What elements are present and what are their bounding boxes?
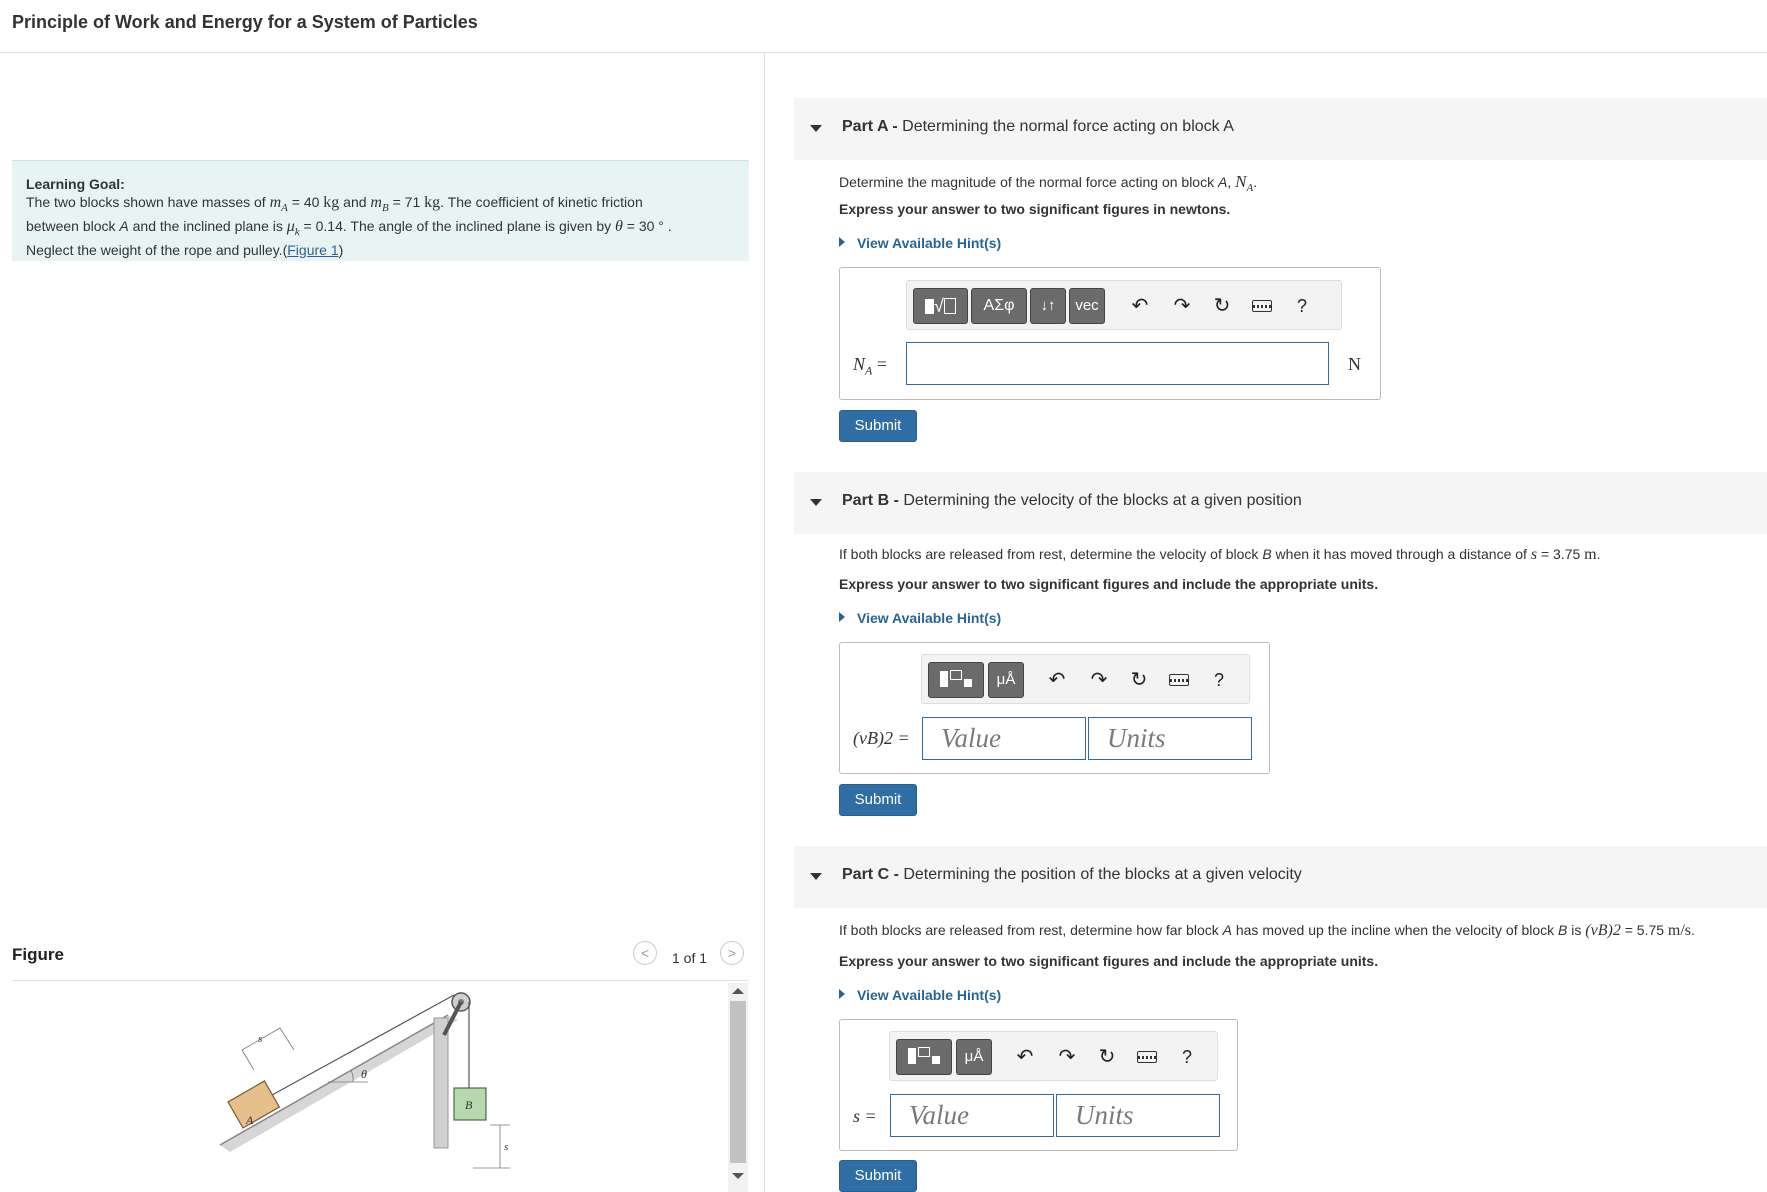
part-b-header[interactable] [794, 472, 1767, 534]
part-b-answer-box [839, 642, 1270, 774]
part-c-variable-label: s = [853, 1106, 877, 1126]
part-a-header[interactable] [794, 98, 1767, 160]
subscript-button[interactable]: ↓↑ [1030, 288, 1066, 324]
part-c-submit-button[interactable]: Submit [839, 1160, 917, 1192]
part-a-math-toolbar [906, 280, 1342, 330]
part-a-title: Part A - Determining the normal force acting on block A [842, 118, 1234, 135]
unit-kg-2: kg [424, 194, 441, 211]
lg-text-7: Neglect the weight of the rope and pulley. [26, 241, 283, 258]
part-c-units-input[interactable]: Units [1056, 1094, 1220, 1137]
greek-symbols-button[interactable]: ΑΣφ [971, 288, 1027, 324]
learning-goal-line-2 [26, 217, 735, 241]
templates-button[interactable] [896, 1039, 952, 1075]
figure-diagram [218, 990, 518, 1175]
part-a-submit-button[interactable]: Submit [839, 410, 917, 442]
part-a-instruction: Determine the magnitude of the normal force acting on block A, $N_A$. [839, 172, 1258, 194]
block-b-label: B [465, 1098, 473, 1112]
part-a-answer-input[interactable] [906, 342, 1329, 385]
figure-pager-text: 1 of 1 [672, 950, 708, 966]
collapse-triangle-icon[interactable] [810, 125, 822, 132]
hint-triangle-icon [839, 612, 845, 622]
panel-divider [764, 53, 765, 1192]
block-a-ref: A [119, 217, 129, 234]
templates-button[interactable]: √ [913, 288, 968, 324]
mass-a-value: = 40 [287, 194, 324, 210]
part-b-submit-button[interactable]: Submit [839, 784, 917, 816]
lg-text: The two blocks shown have masses of [26, 194, 270, 210]
part-b-units-input[interactable]: Units [1088, 717, 1252, 760]
redo-icon[interactable]: ↷ [1090, 669, 1108, 691]
part-a-answer-box [839, 267, 1381, 400]
part-a-unit-label: N [1348, 354, 1361, 374]
incline-surface [220, 1015, 458, 1152]
figure-scrollbar[interactable] [728, 983, 748, 1192]
redo-icon[interactable]: ↷ [1058, 1046, 1076, 1068]
undo-icon[interactable]: ↶ [1016, 1046, 1034, 1068]
lg-text-3: between block [26, 217, 120, 234]
reset-icon[interactable]: ↻ [1213, 295, 1231, 317]
unit-kg: kg [323, 194, 340, 211]
units-button[interactable]: μÅ [956, 1039, 992, 1075]
figure-link[interactable]: Figure 1 [287, 241, 339, 258]
hint-triangle-icon [839, 989, 845, 999]
figure-prev-button[interactable]: < [633, 941, 657, 965]
help-button[interactable]: ? [1296, 296, 1307, 316]
figure-next-button[interactable]: > [720, 941, 744, 965]
redo-icon[interactable]: ↷ [1173, 295, 1191, 317]
learning-goal-line-1 [26, 193, 735, 217]
reset-icon[interactable]: ↻ [1130, 669, 1148, 691]
part-c-instruction: If both blocks are released from rest, determine how far block A has moved up the incline when the velocity of block B is (vB)2 = 5.75 m/s. [839, 922, 1695, 939]
theta-value: = 30 ° [622, 217, 664, 234]
mu-sub: k [294, 225, 300, 238]
keyboard-icon[interactable] [1249, 293, 1275, 319]
part-b-value-input[interactable]: Value [922, 717, 1086, 760]
rope-incline [263, 995, 454, 1100]
part-b-title: Part B - Determining the velocity of the blocks at a given position [842, 492, 1302, 509]
part-c-title: Part C - Determining the position of the blocks at a given velocity [842, 866, 1302, 883]
mass-a-symbol: m [269, 194, 282, 211]
mu-symbol: μ [286, 217, 295, 235]
part-a-express: Express your answer to two significant figures in newtons. [839, 201, 1231, 217]
scroll-down-arrow-icon[interactable] [732, 1173, 744, 1179]
lg-and: and [339, 194, 371, 210]
part-c-hint-link[interactable]: View Available Hint(s) [839, 987, 1001, 1003]
theta-symbol: θ [615, 217, 623, 235]
lg-text-2: . The coefficient of kinetic friction [440, 194, 643, 210]
lg-text-6: . [663, 217, 672, 234]
learning-goal-panel [12, 160, 749, 261]
part-b-hint-link[interactable]: View Available Hint(s) [839, 610, 1001, 626]
s-incline-label: s [258, 1033, 263, 1045]
mass-a-sub: A [281, 201, 288, 214]
mass-b-symbol: m [370, 194, 382, 211]
page-header [0, 0, 1767, 53]
collapse-triangle-icon[interactable] [810, 873, 822, 880]
keyboard-icon[interactable] [1166, 667, 1192, 693]
page-title: Principle of Work and Energy for a System of Particles [12, 12, 478, 32]
pulley-post [434, 1018, 448, 1148]
hint-triangle-icon [839, 237, 845, 247]
vector-button[interactable]: vec [1069, 288, 1105, 324]
theta-label: θ [361, 1067, 367, 1081]
scroll-up-arrow-icon[interactable] [732, 988, 744, 994]
units-button[interactable]: μÅ [988, 662, 1024, 698]
part-c-header[interactable] [794, 846, 1767, 908]
mu-value: = 0.14 [299, 217, 343, 234]
part-c-express: Express your answer to two significant figures and include the appropriate units. [839, 953, 1379, 969]
part-b-instruction: If both blocks are released from rest, determine the velocity of block B when it has moved through a distance of s = 3.75 m. [839, 546, 1601, 563]
part-b-variable-label: (vB)2 = [853, 728, 910, 748]
part-b-express: Express your answer to two significant figures and include the appropriate units. [839, 576, 1379, 592]
help-button[interactable]: ? [1213, 670, 1224, 690]
mass-b-sub: B [381, 201, 389, 214]
s-vertical-label: s [504, 1141, 509, 1153]
undo-icon[interactable]: ↶ [1131, 295, 1149, 317]
undo-icon[interactable]: ↶ [1048, 669, 1066, 691]
figure-title: Figure [12, 945, 64, 964]
mass-b-value: = 71 [388, 194, 425, 210]
learning-goal-title: Learning Goal: [26, 176, 125, 192]
part-c-answer-box [839, 1019, 1238, 1151]
help-button[interactable]: ? [1181, 1047, 1192, 1067]
part-a-variable-label: $N_A$ = [853, 354, 888, 378]
part-a-hint-link[interactable]: View Available Hint(s) [839, 235, 1001, 251]
reset-icon[interactable]: ↻ [1098, 1046, 1116, 1068]
learning-goal-line-3: Neglect the weight of the rope and pulley.(Figure 1) [26, 241, 344, 258]
part-b-math-toolbar [921, 654, 1250, 704]
block-a-label: A [246, 1113, 254, 1127]
lg-text-5: . The angle of the inclined plane is given by [342, 217, 616, 234]
collapse-triangle-icon[interactable] [810, 499, 822, 506]
part-c-value-input[interactable]: Value [890, 1094, 1054, 1137]
lg-text-4: and the inclined plane is [128, 217, 287, 234]
keyboard-icon[interactable] [1134, 1044, 1160, 1070]
part-c-math-toolbar [889, 1031, 1218, 1081]
figure-header [12, 940, 749, 981]
templates-button[interactable] [928, 662, 984, 698]
scroll-thumb[interactable] [730, 1001, 746, 1163]
